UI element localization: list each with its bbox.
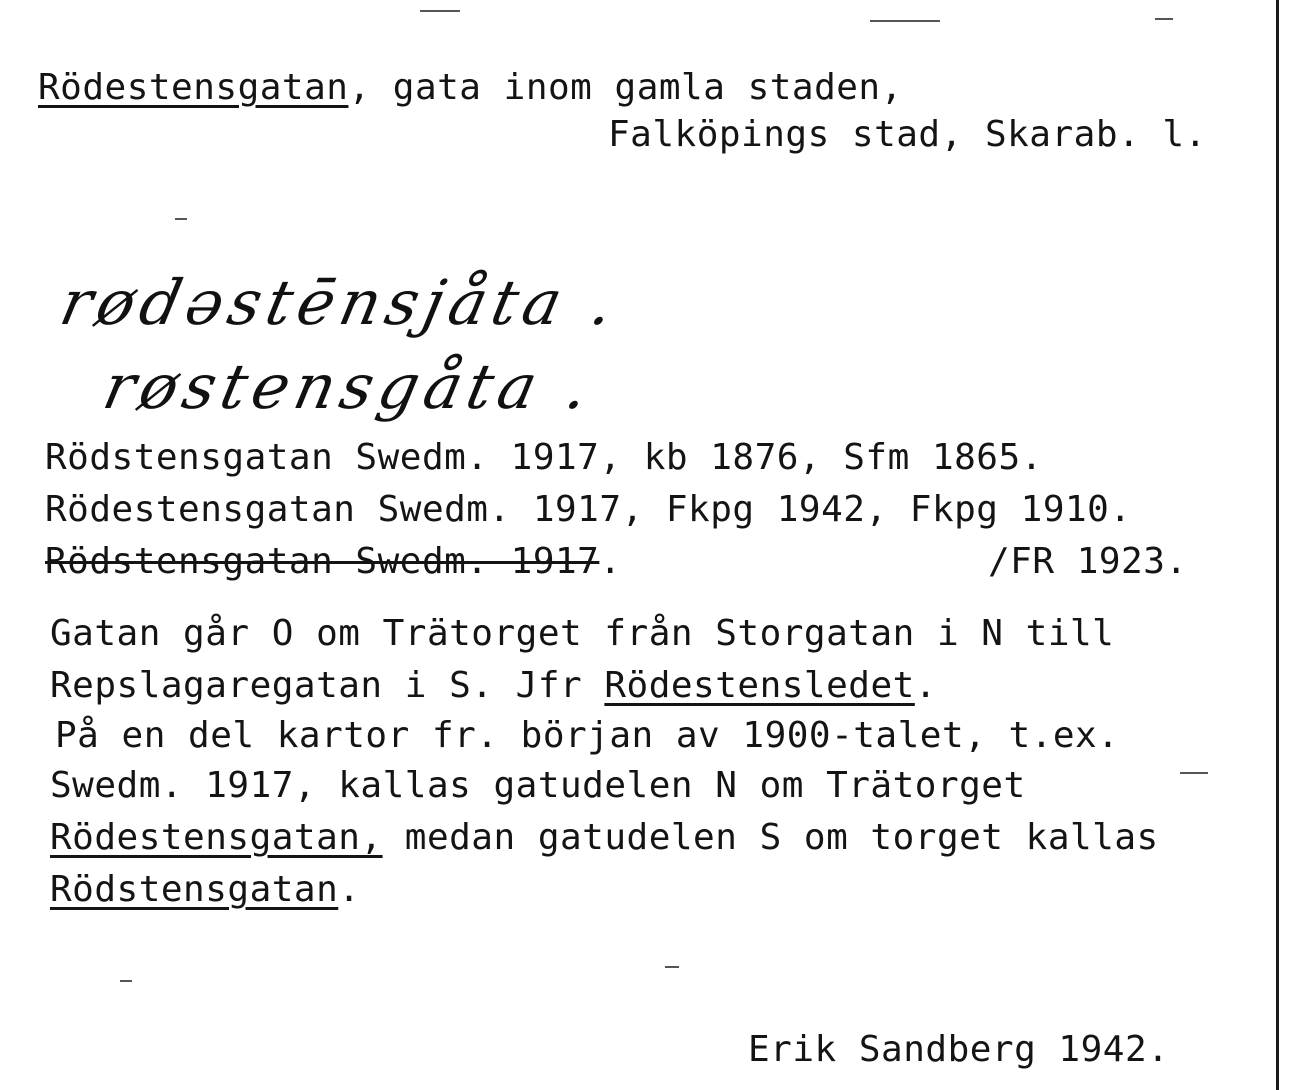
description-line-2-end: . [914,665,937,706]
reference-line-1: Rödstensgatan Swedm. 1917, kb 1876, Sfm 1865. [45,437,1043,478]
reference-note: /FR 1923. [988,541,1188,582]
handwritten-pronunciation-1: rødəstēnsjåta . [54,266,626,339]
scan-speck [175,218,187,220]
card-edge-line [1276,0,1279,1090]
description-line-6 [50,870,360,910]
reference-line-3 [45,542,622,582]
description-line-6-end: . [338,869,361,910]
description-line-1: Gatan går O om Trätorget från Storgatan i N till [50,613,1115,654]
heading-line [38,68,903,108]
street-name-south: Rödstensgatan [50,869,339,910]
scan-speck [870,20,940,22]
scan-speck [665,966,679,968]
description-line-4: Swedm. 1917, kallas gatudelen N om Trätorget [50,765,1026,806]
street-name-north: Rödestensgatan, [50,817,383,858]
street-name: Rödestensgatan [38,67,349,108]
scan-speck [420,10,460,12]
description-line-3: På en del kartor fr. början av 1900-talet, t.ex. [55,715,1120,756]
scan-speck [1155,18,1173,20]
reference-line-2: Rödestensgatan Swedm. 1917, Fkpg 1942, Fkpg 1910. [45,489,1132,530]
handwritten-pronunciation-2: røstensgåta . [97,350,601,423]
cross-reference: Rödestensledet [604,665,915,706]
scan-speck [120,980,132,982]
signature: Erik Sandberg 1942. [748,1029,1170,1070]
street-description: , gata inom gamla staden, [348,67,903,108]
description-line-2 [50,666,937,706]
description-line-5 [50,818,1159,858]
location-line: Falköpings stad, Skarab. l. [608,114,1207,155]
struck-reference-end: . [599,541,622,582]
scan-speck [1180,772,1208,774]
struck-reference: Rödstensgatan Swedm. 1917 [45,541,600,582]
description-line-5-text: medan gatudelen S om torget kallas [382,817,1159,858]
description-line-2-text: Repslagaregatan i S. Jfr [50,665,605,706]
